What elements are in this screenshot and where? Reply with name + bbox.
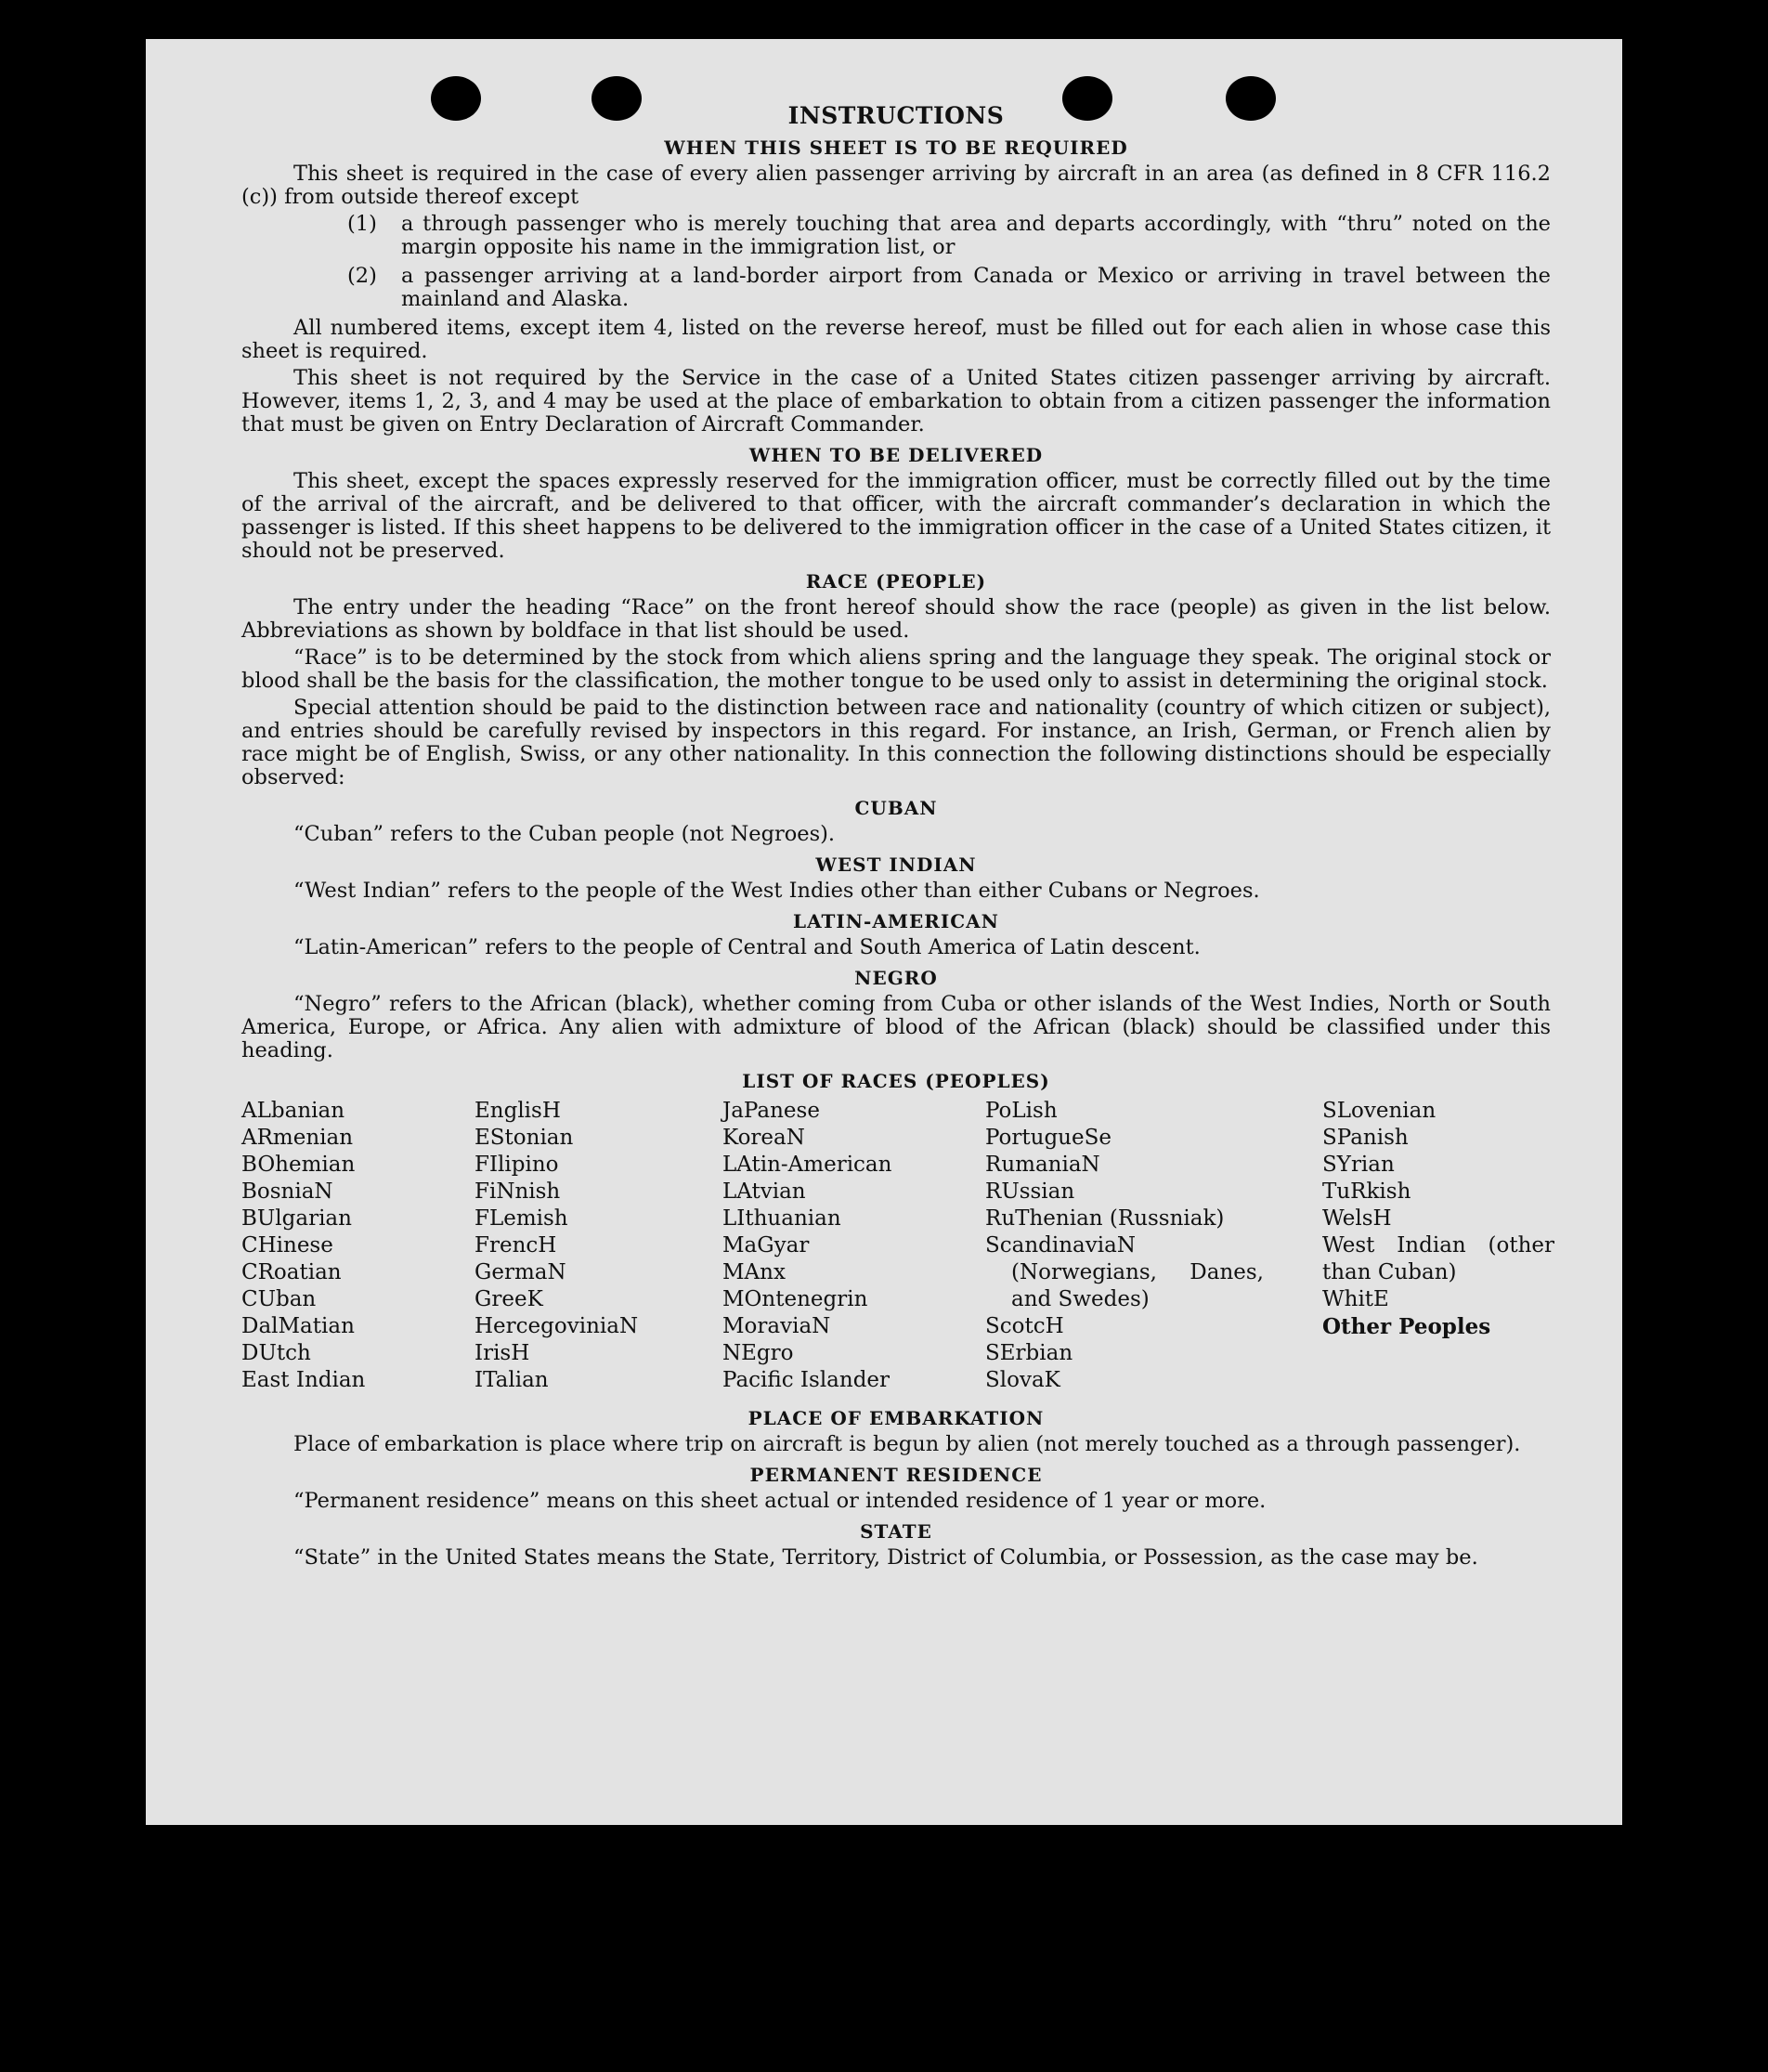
race-list-item: ScandinaviaN (Norwegians, Danes, and Swedes) <box>985 1233 1264 1311</box>
race-list-item: FrencH <box>474 1233 557 1258</box>
race-list-item: WelsH <box>1322 1206 1392 1231</box>
negro-text: “Negro” refers to the African (black), whether coming from Cuba or other islands of the West Indies, North or South America, Europe, or Africa. Any alien with admixture of blood of the African (black) should be classified under this heading. <box>241 992 1551 1062</box>
latin-american-text: “Latin-American” refers to the people of Central and South America of Latin descent. <box>293 935 1201 959</box>
race-list-item: SLovenian <box>1322 1099 1436 1123</box>
race-list-item: HercegoviniaN <box>474 1314 639 1338</box>
west-indian-heading: WEST INDIAN <box>815 854 977 876</box>
race-list-item: PortugueSe <box>985 1126 1112 1150</box>
race-list-item: BosniaN <box>241 1179 333 1204</box>
race-list-column-1 <box>241 1098 464 1394</box>
race-list-column-4 <box>985 1098 1264 1394</box>
race-list-item: GreeK <box>474 1287 543 1311</box>
race-list-column-3 <box>722 1098 973 1394</box>
when-delivered-heading: WHEN TO BE DELIVERED <box>748 444 1044 466</box>
race-list-item: FLemish <box>474 1206 568 1231</box>
race-list-item: ALbanian <box>241 1099 345 1123</box>
race-list-item: SPanish <box>1322 1126 1409 1150</box>
page-title: INSTRUCTIONS <box>787 102 1005 129</box>
state-heading: STATE <box>860 1520 932 1543</box>
race-heading: RACE (PEOPLE) <box>805 570 987 593</box>
when-required-intro: This sheet is required in the case of every alien passenger arriving by aircraft in an area (as defined in 8 CFR 116.2 (c)) from outside thereof except <box>241 162 1551 209</box>
race-list-column-2 <box>474 1098 716 1394</box>
race-list-item: WhitE <box>1322 1287 1389 1311</box>
exception-item-2 <box>347 265 1551 311</box>
race-list-item: CHinese <box>241 1233 333 1258</box>
race-list <box>241 1098 1554 1400</box>
race-list-item: RuThenian (Russniak) <box>985 1206 1225 1231</box>
exception-item-text: a passenger arriving at a land-border airport from Canada or Mexico or arriving in travel between the mainland and Alaska. <box>401 264 1551 311</box>
race-list-item: MAnx <box>722 1260 786 1284</box>
state-text: “State” in the United States means the State, Territory, District of Columbia, or Possession, as the case may be. <box>293 1545 1478 1570</box>
race-list-item: East Indian <box>241 1368 366 1392</box>
race-list-item: West Indian (other than Cuban) <box>1322 1233 1554 1284</box>
numbered-items-paragraph: All numbered items, except item 4, listed on the reverse hereof, must be filled out for each alien in whose case this sheet is required. <box>241 316 1551 363</box>
race-list-item: LAtin-American <box>722 1153 892 1177</box>
race-list-item: FIlipino <box>474 1153 559 1177</box>
race-list-item: ARmenian <box>241 1126 354 1150</box>
citizen-paragraph: This sheet is not required by the Service in the case of a United States citizen passenger arriving by aircraft. However, items 1, 2, 3, and 4 may be used at the place of embarkation to obtain from a citizen passenger the information that must be given on Entry Declaration of Aircraft Commander. <box>241 366 1551 437</box>
instructions-content <box>241 102 1554 1573</box>
race-list-item: ITalian <box>474 1368 549 1392</box>
race-list-item: NEgro <box>722 1341 794 1365</box>
race-list-item: LAtvian <box>722 1179 806 1204</box>
race-list-item: SErbian <box>985 1341 1073 1365</box>
race-list-item: SYrian <box>1322 1153 1395 1177</box>
race-paragraph-3: Special attention should be paid to the distinction between race and nationality (country of which citizen or subject), and entries should be carefully revised by inspectors in this regard. For instance, an Irish, German, or French alien by race might be of English, Swiss, or any other nationality. In this connection the following distinctions should be especially observed: <box>241 696 1551 789</box>
race-list-item: IrisH <box>474 1341 530 1365</box>
race-list-item: FiNnish <box>474 1179 561 1204</box>
race-list-item: MoraviaN <box>722 1314 831 1338</box>
when-delivered-text: This sheet, except the spaces expressly reserved for the immigration officer, must be correctly filled out by the time of the arrival of the aircraft, and be delivered to that officer, with the aircraft commander’s declaration in which the passenger is listed. If this sheet happens to be delivered to the immigration officer in the case of a United States citizen, it should not be preserved. <box>241 469 1551 563</box>
when-required-heading: WHEN THIS SHEET IS TO BE REQUIRED <box>664 137 1128 159</box>
race-list-item: RumaniaN <box>985 1153 1100 1177</box>
race-list-item: KoreaN <box>722 1126 805 1150</box>
race-list-item: TuRkish <box>1322 1179 1411 1204</box>
permanent-residence-text: “Permanent residence” means on this sheet actual or intended residence of 1 year or more. <box>293 1489 1267 1513</box>
race-list-item: DalMatian <box>241 1314 355 1338</box>
race-list-item: RUssian <box>985 1179 1075 1204</box>
race-list-item: SlovaK <box>985 1368 1060 1392</box>
race-list-column-5 <box>1322 1098 1554 1340</box>
race-list-item: MaGyar <box>722 1233 810 1258</box>
exception-item-number: (2) <box>347 264 377 288</box>
race-list-item: BUlgarian <box>241 1206 352 1231</box>
latin-american-heading: LATIN-AMERICAN <box>793 910 999 932</box>
negro-heading: NEGRO <box>854 967 938 989</box>
race-list-item: LIthuanian <box>722 1206 841 1231</box>
west-indian-text: “West Indian” refers to the people of the West Indies other than either Cubans or Negroes. <box>293 879 1260 903</box>
document-sheet <box>146 39 1622 1825</box>
race-paragraph-2: “Race” is to be determined by the stock from which aliens spring and the language they speak. The original stock or blood shall be the basis for the classification, the mother tongue to be used only to assist in determining the original stock. <box>241 645 1551 693</box>
cuban-heading: CUBAN <box>854 797 938 819</box>
race-list-item: EStonian <box>474 1126 574 1150</box>
race-list-item: Other Peoples <box>1322 1314 1491 1339</box>
cuban-text: “Cuban” refers to the Cuban people (not Negroes). <box>293 822 836 846</box>
embarkation-heading: PLACE OF EMBARKATION <box>748 1407 1045 1429</box>
race-list-item: GermaN <box>474 1260 566 1284</box>
race-list-item: CUban <box>241 1287 317 1311</box>
race-list-item: BOhemian <box>241 1153 356 1177</box>
race-list-item: CRoatian <box>241 1260 342 1284</box>
permanent-residence-heading: PERMANENT RESIDENCE <box>749 1464 1043 1486</box>
race-list-item: MOntenegrin <box>722 1287 868 1311</box>
exception-item-1 <box>347 213 1551 259</box>
race-list-item: JaPanese <box>722 1099 820 1123</box>
race-list-item: PoLish <box>985 1099 1058 1123</box>
race-list-item: EnglisH <box>474 1099 561 1123</box>
race-list-item: Pacific Islander <box>722 1368 890 1392</box>
embarkation-text: Place of embarkation is place where trip on aircraft is begun by alien (not merely touched as a through passenger). <box>293 1432 1521 1456</box>
race-paragraph-1: The entry under the heading “Race” on the front hereof should show the race (people) as given in the list below. Abbreviations as shown by boldface in that list should be used. <box>241 595 1551 643</box>
race-list-item: DUtch <box>241 1341 311 1365</box>
race-list-item: ScotcH <box>985 1314 1064 1338</box>
exception-item-number: (1) <box>347 212 377 236</box>
exception-item-text: a through passenger who is merely touching that area and departs accordingly, with “thru” noted on the margin opposite his name in the immigration list, or <box>401 212 1551 259</box>
list-of-races-heading: LIST OF RACES (PEOPLES) <box>742 1070 1050 1092</box>
